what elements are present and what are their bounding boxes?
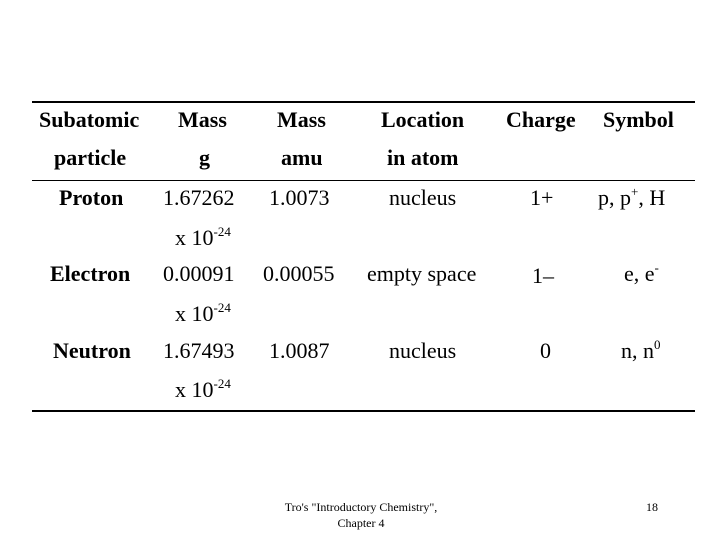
mass-amu-value: 1.0087 [269, 338, 330, 363]
footer-source-line2: Chapter 4 [337, 516, 385, 531]
header-symbol: Symbol [603, 107, 674, 132]
header-particle-line2: particle [54, 145, 127, 170]
header-location-line1: Location [381, 107, 465, 132]
header-mass-g-line2: g [199, 145, 210, 170]
header-mass-amu-line1: Mass [277, 107, 326, 132]
charge-value: 1– [532, 263, 554, 288]
table-bottom-rule [32, 410, 695, 412]
particle-name: Electron [50, 261, 131, 286]
location-value: nucleus [389, 185, 457, 210]
header-charge: Charge [506, 107, 576, 132]
mass-g-value: 0.00091 [163, 261, 235, 286]
footer-source [230, 499, 492, 531]
header-particle-line1: Subatomic [39, 107, 140, 132]
location-value: empty space [367, 261, 477, 286]
table-header-rule [32, 180, 695, 181]
particle-name: Neutron [53, 338, 131, 363]
symbol-value: p, p+, H [598, 184, 666, 210]
charge-value: 0 [540, 338, 551, 363]
mass-amu-value: 0.00055 [263, 261, 335, 286]
particle-name: Proton [59, 185, 124, 210]
page-number: 18 [646, 500, 658, 514]
symbol-value: e, e- [624, 260, 659, 286]
footer-source-line1: Tro's "Introductory Chemistry", [284, 500, 438, 514]
mass-g-value: 1.67262 [163, 185, 235, 210]
table-top-rule [32, 101, 695, 103]
charge-value: 1+ [530, 185, 554, 210]
mass-g-exponent: x $10^{-24}$ [175, 300, 231, 326]
mass-g-exponent: x $10^{-24}$ [175, 376, 231, 402]
mass-g-exponent: x $10^{-24}$ [175, 224, 231, 250]
location-value: nucleus [389, 338, 457, 363]
mass-amu-value: 1.0073 [269, 185, 330, 210]
mass-g-value: 1.67493 [163, 338, 235, 363]
header-mass-g-line1: Mass [178, 107, 227, 132]
header-mass-amu-line2: amu [281, 145, 323, 170]
symbol-value: n, $n^0$ [621, 337, 661, 363]
header-location-line2: in atom [387, 145, 459, 170]
